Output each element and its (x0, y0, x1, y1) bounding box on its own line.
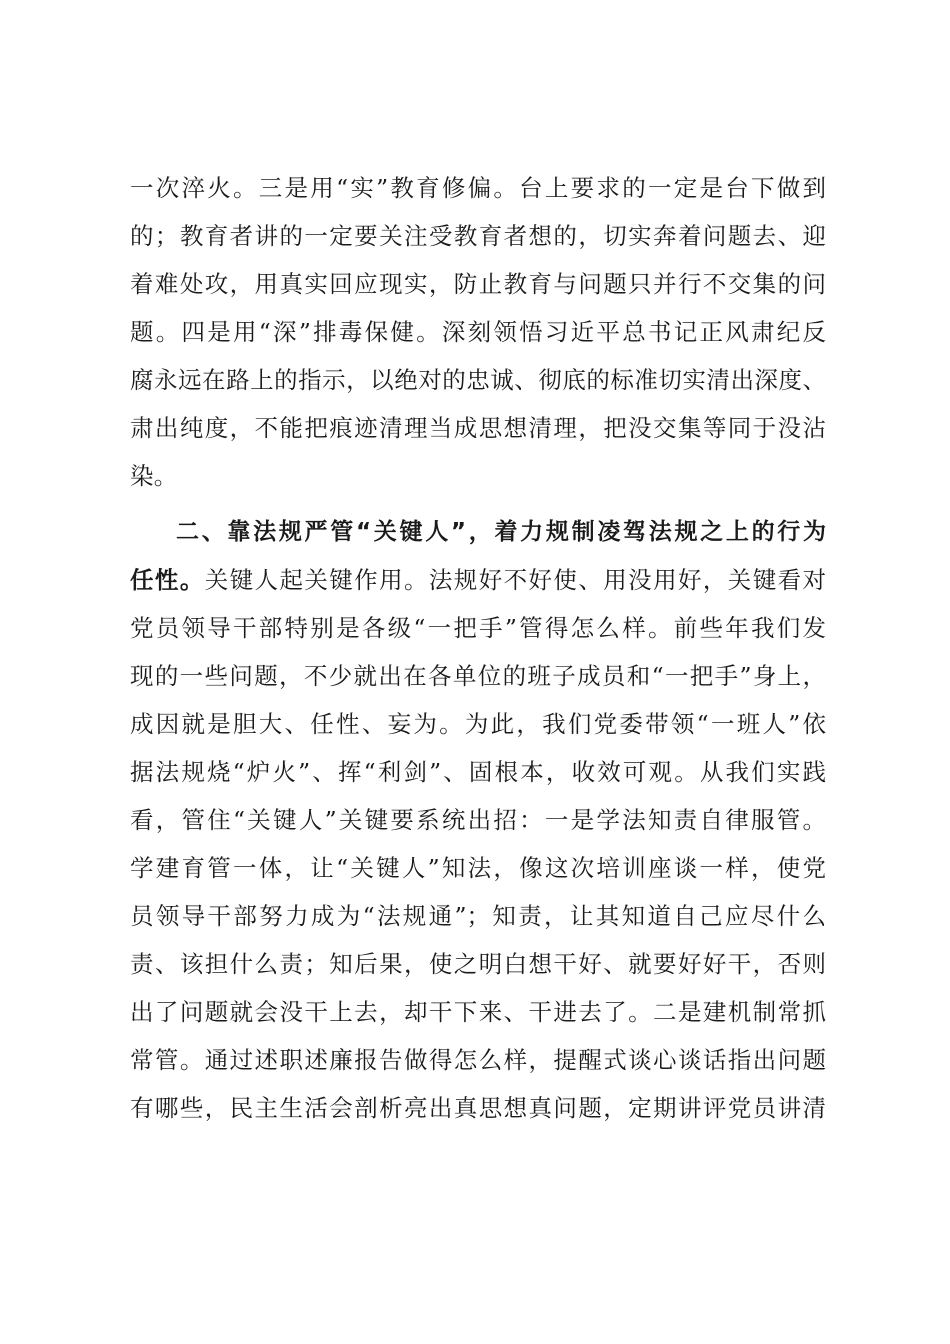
paragraph-text: 关键人起关键作用。法规好不好使、用没用好，关键看对 (204, 566, 827, 594)
paragraph-line: 一次淬火。三是用“实”教育修偏。台上要求的一定是台下做到 (130, 174, 826, 202)
paragraph-line: 肃出纯度，不能把痕迹清理当成思想清理，把没交集等同于没沾 (130, 414, 826, 442)
paragraph-line: 学建育管一体，让“关键人”知法，像这次培训座谈一样，使党 (130, 854, 826, 882)
section-heading: 二、靠法规严管“关键人”，着力规制凌驾法规之上的行为 (176, 519, 826, 545)
paragraph-line: 常管。通过述职述廉报告做得怎么样，提醒式谈心谈话指出问题 (130, 1046, 826, 1074)
paragraph-line: 据法规烧“炉火”、挥“利剑”、固根本，收效可观。从我们实践 (130, 758, 826, 786)
paragraph-line: 腐永远在路上的指示，以绝对的忠诚、彻底的标准切实清出深度、 (130, 366, 826, 394)
section-heading-continuation: 任性。 (130, 566, 205, 594)
paragraph-line: 现的一些问题，不少就出在各单位的班子成员和“一把手”身上， (130, 662, 826, 690)
paragraph-line: 有哪些，民主生活会剖析亮出真思想真问题，定期讲评党员讲清 (130, 1094, 826, 1122)
paragraph-line: 党员领导干部特别是各级“一把手”管得怎么样。前些年我们发 (130, 614, 826, 642)
paragraph-line (130, 560, 826, 600)
paragraph-line: 染。 (130, 462, 178, 490)
paragraph-line: 出了问题就会没干上去，却干下来、干进去了。二是建机制常抓 (130, 998, 826, 1026)
paragraph-line: 员领导干部努力成为“法规通”；知责，让其知道自己应尽什么 (130, 902, 826, 930)
paragraph-line: 看，管住“关键人”关键要系统出招：一是学法知责自律服管。 (130, 806, 826, 834)
paragraph-line: 责、该担什么责；知后果，使之明白想干好、就要好好干，否则 (130, 950, 826, 978)
paragraph-line: 题。四是用“深”排毒保健。深刻领悟习近平总书记正风肃纪反 (130, 318, 826, 346)
paragraph-line: 成因就是胆大、任性、妄为。为此，我们党委带领“一班人”依 (130, 710, 826, 738)
paragraph-line: 着难处攻，用真实回应现实，防止教育与问题只并行不交集的问 (130, 270, 826, 298)
paragraph-line: 的；教育者讲的一定要关注受教育者想的，切实奔着问题去、迎 (130, 222, 826, 250)
